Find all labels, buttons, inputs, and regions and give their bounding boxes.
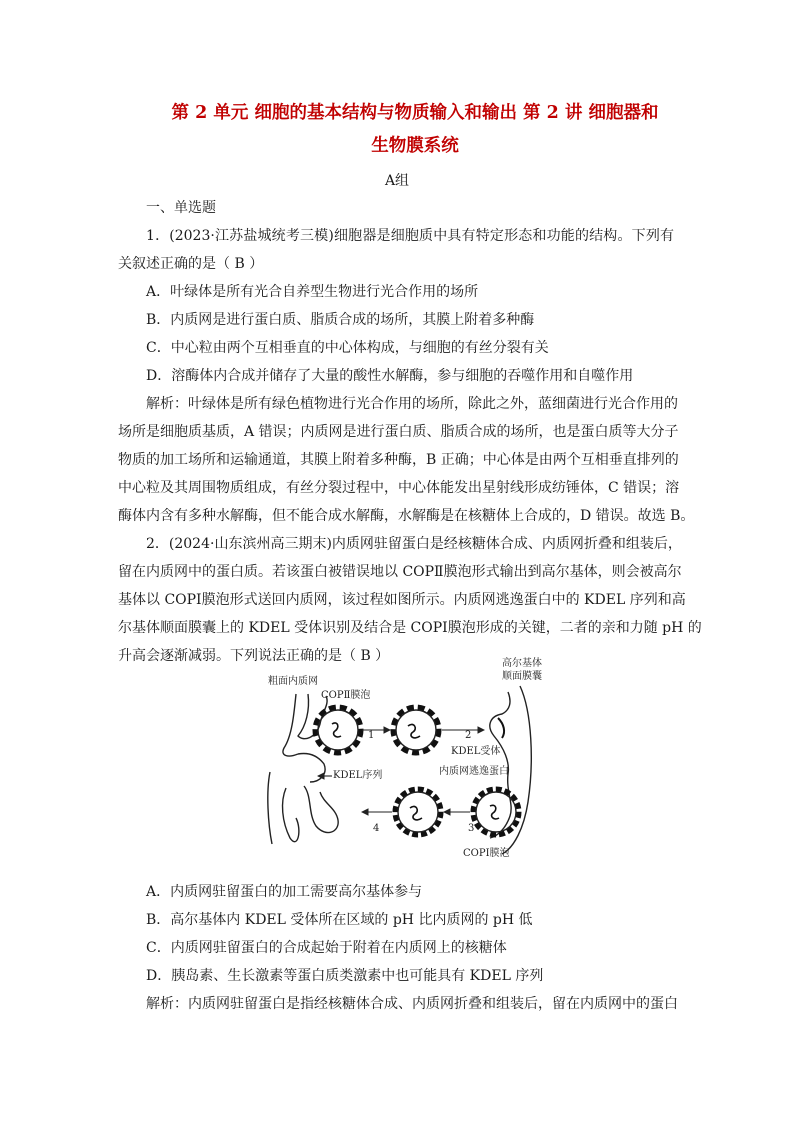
- cop1-budding-vesicle: [473, 789, 519, 835]
- q1-stem-line-2: 关叙述正确的是（ B ）: [118, 256, 264, 272]
- q1-option-c: C．中心粒由两个互相垂直的中心体构成，与细胞的有丝分裂有关: [146, 340, 549, 356]
- protein-transport-diagram: [258, 652, 548, 864]
- label-kdel-sequence: KDEL序列: [333, 770, 383, 781]
- title-line-2: 生物膜系统: [371, 136, 459, 156]
- q2-analysis-line: 解析：内质网驻留蛋白是指经核糖体合成、内质网折叠和组装后，留在内质网中的蛋白: [146, 996, 678, 1012]
- q1-analysis-line: 中心粒及其周围物质组成，有丝分裂过程中，中心体能发出星射线形成纺锤体，C 错误；溶: [118, 480, 680, 496]
- q1-analysis-line: 酶体内含有多种水解酶，但不能合成水解酶，水解酶是在核糖体上合成的，D 错误。故选 B。: [118, 508, 695, 524]
- step-label-1: 1: [368, 730, 375, 741]
- cop1-vesicle: [395, 789, 441, 835]
- q2-stem-line: 尔基体顺面膜囊上的 KDEL 受体识别及结合是 COPⅠ膜泡形成的关键，二者的亲和力随 pH 的: [118, 620, 702, 636]
- q2-option-b: B．高尔基体内 KDEL 受体所在区域的 pH 比内质网的 pH 低: [146, 912, 533, 928]
- label-rough-er: 粗面内质网: [268, 676, 318, 687]
- label-cop2-vesicle: COPⅡ膜泡: [321, 690, 371, 701]
- title-line-1: 第 2 单元 细胞的基本结构与物质输入和输出 第 2 讲 细胞器和: [171, 103, 659, 123]
- q1-analysis-line: 场所是细胞质基质，A 错误；内质网是进行蛋白质、脂质合成的场所，也是蛋白质等大分子: [118, 424, 679, 440]
- q1-analysis-line: 解析：叶绿体是所有绿色植物进行光合作用的场所，除此之外，蓝细菌进行光合作用的: [146, 396, 678, 412]
- page-title: [120, 97, 710, 163]
- label-cop1-vesicle: COPⅠ膜泡: [463, 848, 510, 859]
- section-heading: 一、单选题: [146, 200, 216, 216]
- step-label-4: 4: [373, 823, 380, 834]
- step-label-2: 2: [465, 730, 472, 741]
- q2-stem-line: 升高会逐渐减弱。下列说法正确的是（ B ）: [118, 648, 390, 664]
- label-escaped-protein: 内质网逃逸蛋白: [439, 766, 509, 777]
- q2-option-c: C．内质网驻留蛋白的合成起始于附着在内质网上的核糖体: [146, 940, 507, 956]
- rough-er-shape: [268, 694, 338, 844]
- q2-option-a: A．内质网驻留蛋白的加工需要高尔基体参与: [146, 884, 423, 900]
- group-label: A组: [384, 173, 410, 189]
- q1-analysis-line: 物质的加工场所和运输通道，其膜上附着多种酶，B 正确；中心体是由两个互相垂直排列的: [118, 452, 679, 468]
- q2-stem-line: 留在内质网中的蛋白质。若该蛋白被错误地以 COPⅡ膜泡形式输出到高尔基体，则会被高尔: [118, 564, 682, 580]
- q2-stem-line: 2．(2024·山东滨州高三期末)内质网驻留蛋白是经核糖体合成、内质网折叠和组装后，: [146, 536, 682, 552]
- q1-option-d: D．溶酶体内合成并储存了大量的酸性水解酶，参与细胞的吞噬作用和自噬作用: [146, 368, 634, 384]
- q1-option-a: A．叶绿体是所有光合自养型生物进行光合作用的场所: [146, 284, 479, 300]
- q2-option-d: D．胰岛素、生长激素等蛋白质类激素中也可能具有 KDEL 序列: [146, 968, 544, 984]
- label-golgi: 高尔基体: [502, 658, 542, 669]
- cop2-vesicle: [393, 707, 439, 753]
- step-label-3: 3: [468, 823, 475, 834]
- label-kdel-receptor: KDEL受体: [451, 746, 501, 757]
- q2-stem-line: 基体以 COPⅠ膜泡形式送回内质网，该过程如图所示。内质网逃逸蛋白中的 KDEL 序列和高: [118, 592, 686, 608]
- q1-option-b: B．内质网是进行蛋白质、脂质合成的场所，其膜上附着多种酶: [146, 312, 535, 328]
- label-cis-cisterna: 顺面膜囊: [502, 671, 542, 682]
- cop2-budding-vesicle: [315, 707, 361, 753]
- q1-stem-line-1: 1．(2023·江苏盐城统考三模)细胞器是细胞质中具有特定形态和功能的结构。下列有: [146, 228, 674, 244]
